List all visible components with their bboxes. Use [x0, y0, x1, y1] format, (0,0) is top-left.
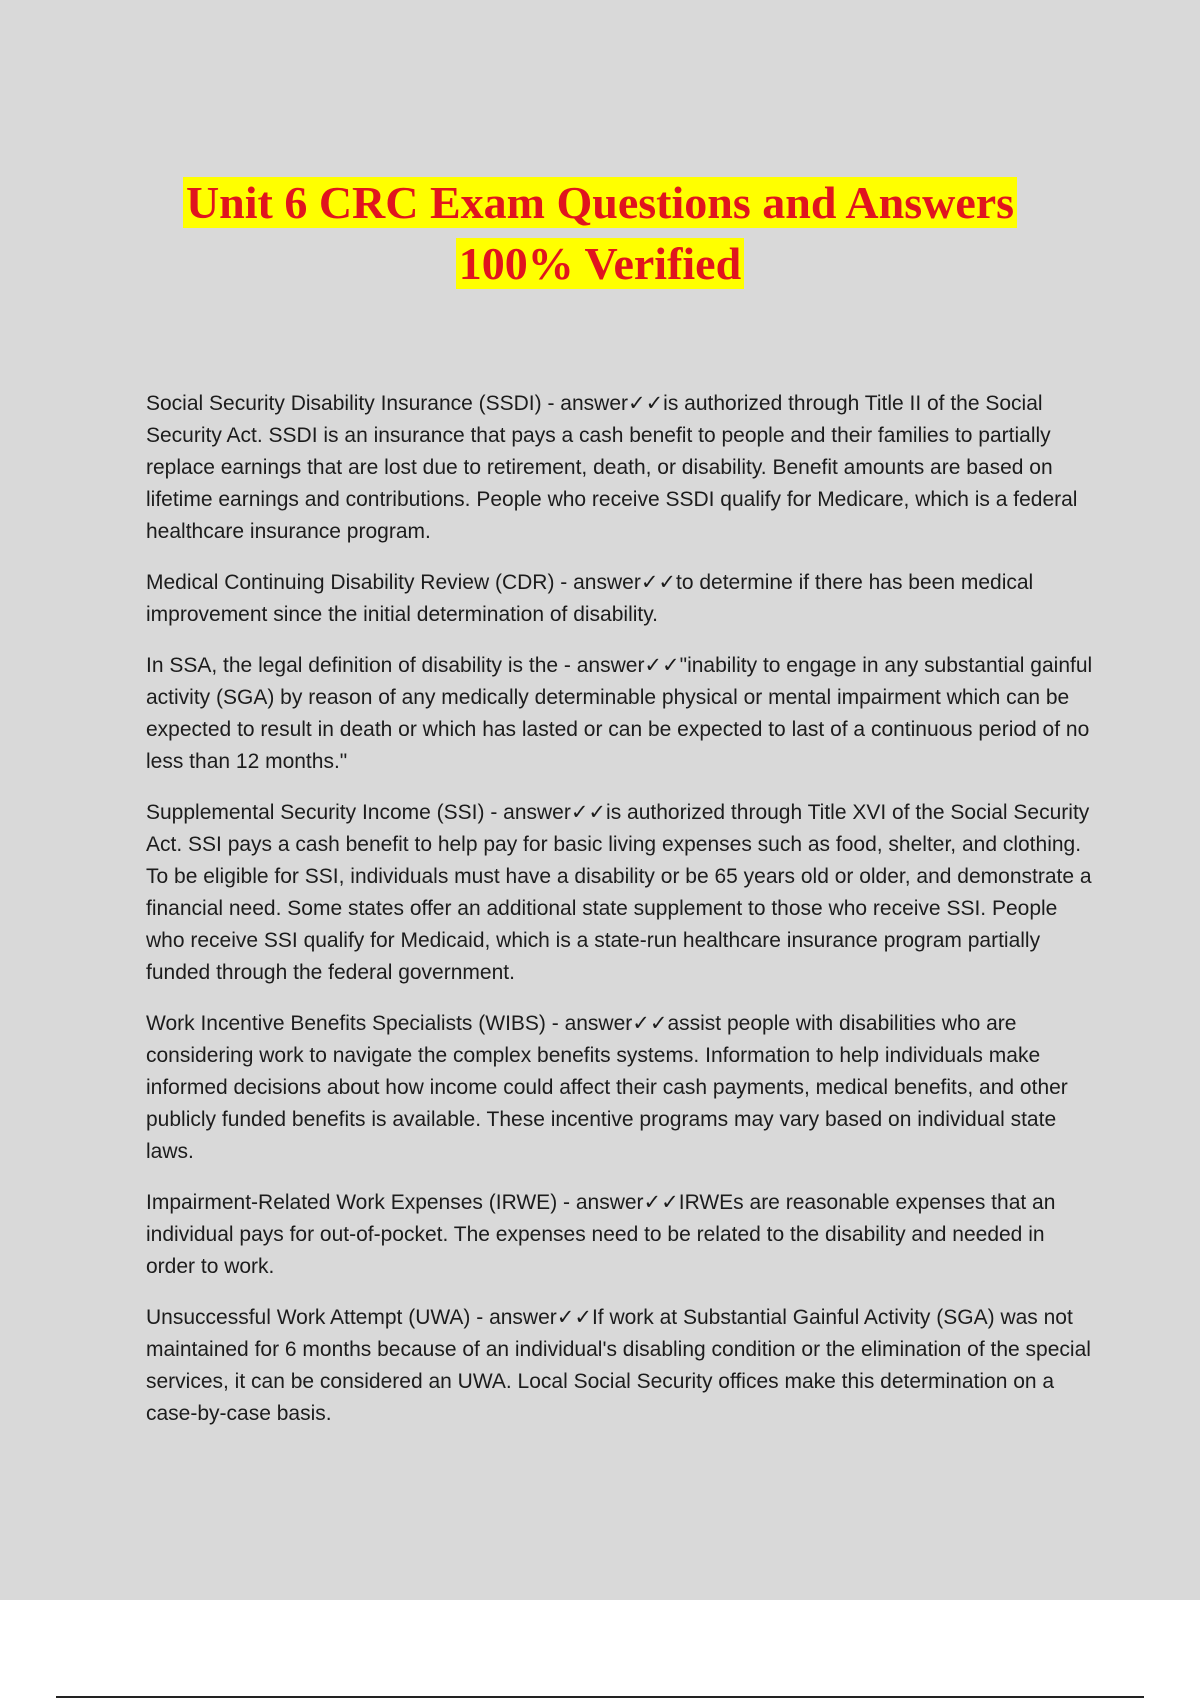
document-title: [0, 172, 1200, 294]
title-line-2: 100% Verified: [0, 233, 1200, 294]
qa-entry-ssdi: Social Security Disability Insurance (SSDI) - answer✓✓is authorized through Title II of the Social Security Act. SSDI is an insurance that pays a cash benefit to people and their families to partially replace earnings that are lost due to retirement, death, or disability. Benefit amounts are based on lifetime earnings and contributions. People who receive SSDI qualify for Medicare, which is a federal healthcare insurance program.: [146, 392, 1078, 543]
qa-entry-cdr: Medical Continuing Disability Review (CDR) - answer✓✓to determine if there has been medical improvement since the initial determination of disability.: [146, 571, 1034, 626]
qa-entry-disability-definition: In SSA, the legal definition of disability is the - answer✓✓"inability to engage in any substantial gainful activity (SGA) by reason of any medically determinable physical or mental impairment which can be expected to result in death or which has lasted or can be expected to last of a continuous period of no less than 12 months.": [146, 654, 1093, 773]
qa-list: [146, 388, 1096, 1449]
footer-divider: [56, 1696, 1144, 1698]
qa-entry-wibs: Work Incentive Benefits Specialists (WIBS) - answer✓✓assist people with disabilities who are considering work to navigate the complex benefits systems. Information to help individuals make informed decisions about how income could affect their cash payments, medical benefits, and other publicly funded benefits is available. These incentive programs may vary based on individual state laws.: [146, 1012, 1068, 1163]
title-line-1: Unit 6 CRC Exam Questions and Answers: [0, 172, 1200, 233]
qa-entry-irwe: Impairment-Related Work Expenses (IRWE) - answer✓✓IRWEs are reasonable expenses that an individual pays for out-of-pocket. The expenses need to be related to the disability and needed in order to work.: [146, 1191, 1056, 1278]
qa-entry-ssi: Supplemental Security Income (SSI) - answer✓✓is authorized through Title XVI of the Social Security Act. SSI pays a cash benefit to help pay for basic living expenses such as food, shelter, and clothing. To be eligible for SSI, individuals must have a disability or be 65 years old or older, and demonstrate a financial need. Some states offer an additional state supplement to those who receive SSI. People who receive SSI qualify for Medicaid, which is a state-run healthcare insurance program partially funded through the federal government.: [146, 801, 1092, 984]
qa-entry-uwa: Unsuccessful Work Attempt (UWA) - answer✓✓If work at Substantial Gainful Activity (SGA) was not maintained for 6 months because of an individual's disabling condition or the elimination of the special services, it can be considered an UWA. Local Social Security offices make this determination on a case-by-case basis.: [146, 1306, 1091, 1425]
